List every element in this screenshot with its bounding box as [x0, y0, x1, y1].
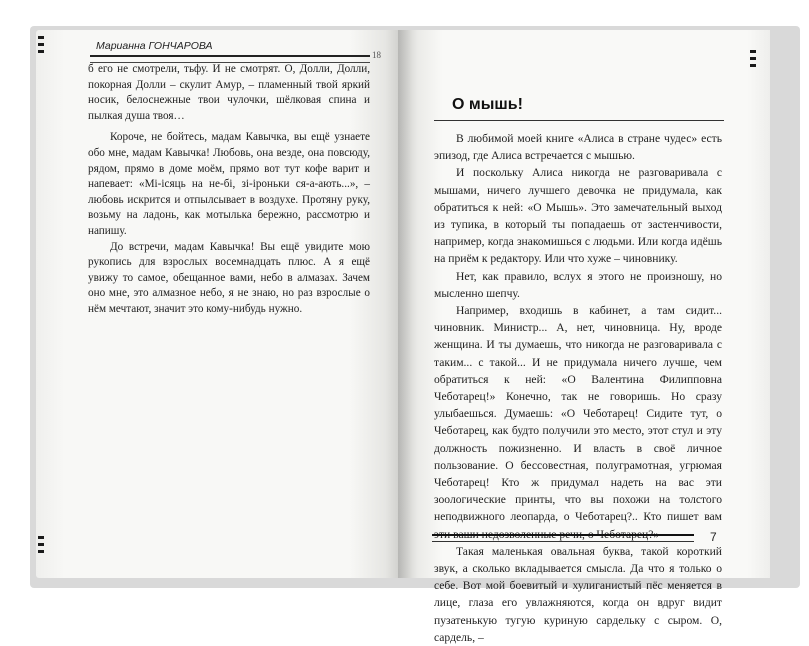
paragraph: б его не смотрели, тьфу. И не смотрят. О, Долли, Долли, покорная Долли – скулит Амур, – пламенный твой яркий носик, белоснежные твои чулочки, шёлковая спина и пылкая душа твоя… — [88, 63, 370, 122]
paragraph: И поскольку Алиса никогда не разговаривала с мышами, ничего лучшего девочка не придумала, как обратиться к ней: «О Мышь». Это замечательный выход из тупика, в который ты попадаешь от застенчивости, например, когда знакомишься с людьми. Или когда идёшь на приём к редактору. Или что хуже – чиновнику. — [434, 166, 722, 266]
paragraph: Короче, не бойтесь, мадам Кавычка, вы ещё узнаете обо мне, мадам Кавычка! Любовь, она везде, она повсюду, рядом, прямо в доме моём, прямо вот тут кофе варит и напевает: «Мі-ісяць на не-бі, зі-іроньки ся-а-ають...», – любовь искрится и отпылсывает в воздухе. Протяну руку, возьму на ладонь, как мотылька бережно, рассмотрю и напишу. — [88, 131, 370, 237]
right-page-edge-marks — [750, 50, 756, 71]
right-page-text — [434, 130, 722, 646]
left-page-edge-marks-bottom — [38, 536, 44, 557]
chapter-title-rule — [434, 120, 724, 121]
paragraph: Такая маленькая овальная буква, такой короткий звук, а сколько вкладывается смысла. Да что я только о себе. Вот мой боевитый и хулиганистый пёс меняется в лице, глаза его увлажняются, когда он вдруг видит пузатенькую тугую куриную сардельку с сыром. О, сардель, – — [434, 544, 722, 644]
top-folio: 18 — [372, 50, 381, 60]
footer-rule — [432, 534, 694, 542]
paragraph: Например, входишь в кабинет, а там сидит... чиновник. Министр... А, нет, чиновница. Ну, вроде женщина. И ты думаешь, что никогда не разговаривала с таким... с такой... И не придумала ничего лучше, чем обратиться к ней: «О Валентина Филипповна Чеботарец!» Конечно, так не говоришь. Но сразу улыбаешься. Думаешь: «О Чеботарец! Сидите тут, о Чеботарец, как будто получили это место, этот стул и эту должность пожизненно. И власть в своё личное пользование. О бессовестная, полуграмотная, угрюмая Чеботарец! Кто ж придумал надеть на вас эти зоологические принты, что вы похожи на толстого неподвижного леопарда, о Чеботарец?.. Кто пишет вам эти ваши недозволенные речи, о Чеботарец?» — [434, 304, 722, 541]
left-page-text — [88, 62, 370, 318]
running-head: Марианна ГОНЧАРОВА — [96, 40, 213, 52]
page-number: 7 — [710, 530, 717, 544]
gutter-shadow — [398, 30, 418, 578]
paragraph: Нет, как правило, вслух я этого не произношу, но мысленно шепчу. — [434, 269, 722, 300]
paragraph: В любимой моей книге «Алиса в стране чудес» есть эпизод, где Алиса встречается с мышью. — [434, 132, 722, 163]
paragraph: До встречи, мадам Кавычка! Вы ещё увидите мою рукопись для взрослых восемнадцать плюс. А я ещё увижу то самое, обещанное вами, небо в алмазах. Зачем оно мне, это алмазное небо, я не знаю, но раз взрослые о нём мечтают, значит это кому-нибудь нужно. — [88, 240, 370, 315]
left-page-edge-marks — [38, 36, 44, 57]
chapter-title: О мышь! — [452, 96, 523, 113]
